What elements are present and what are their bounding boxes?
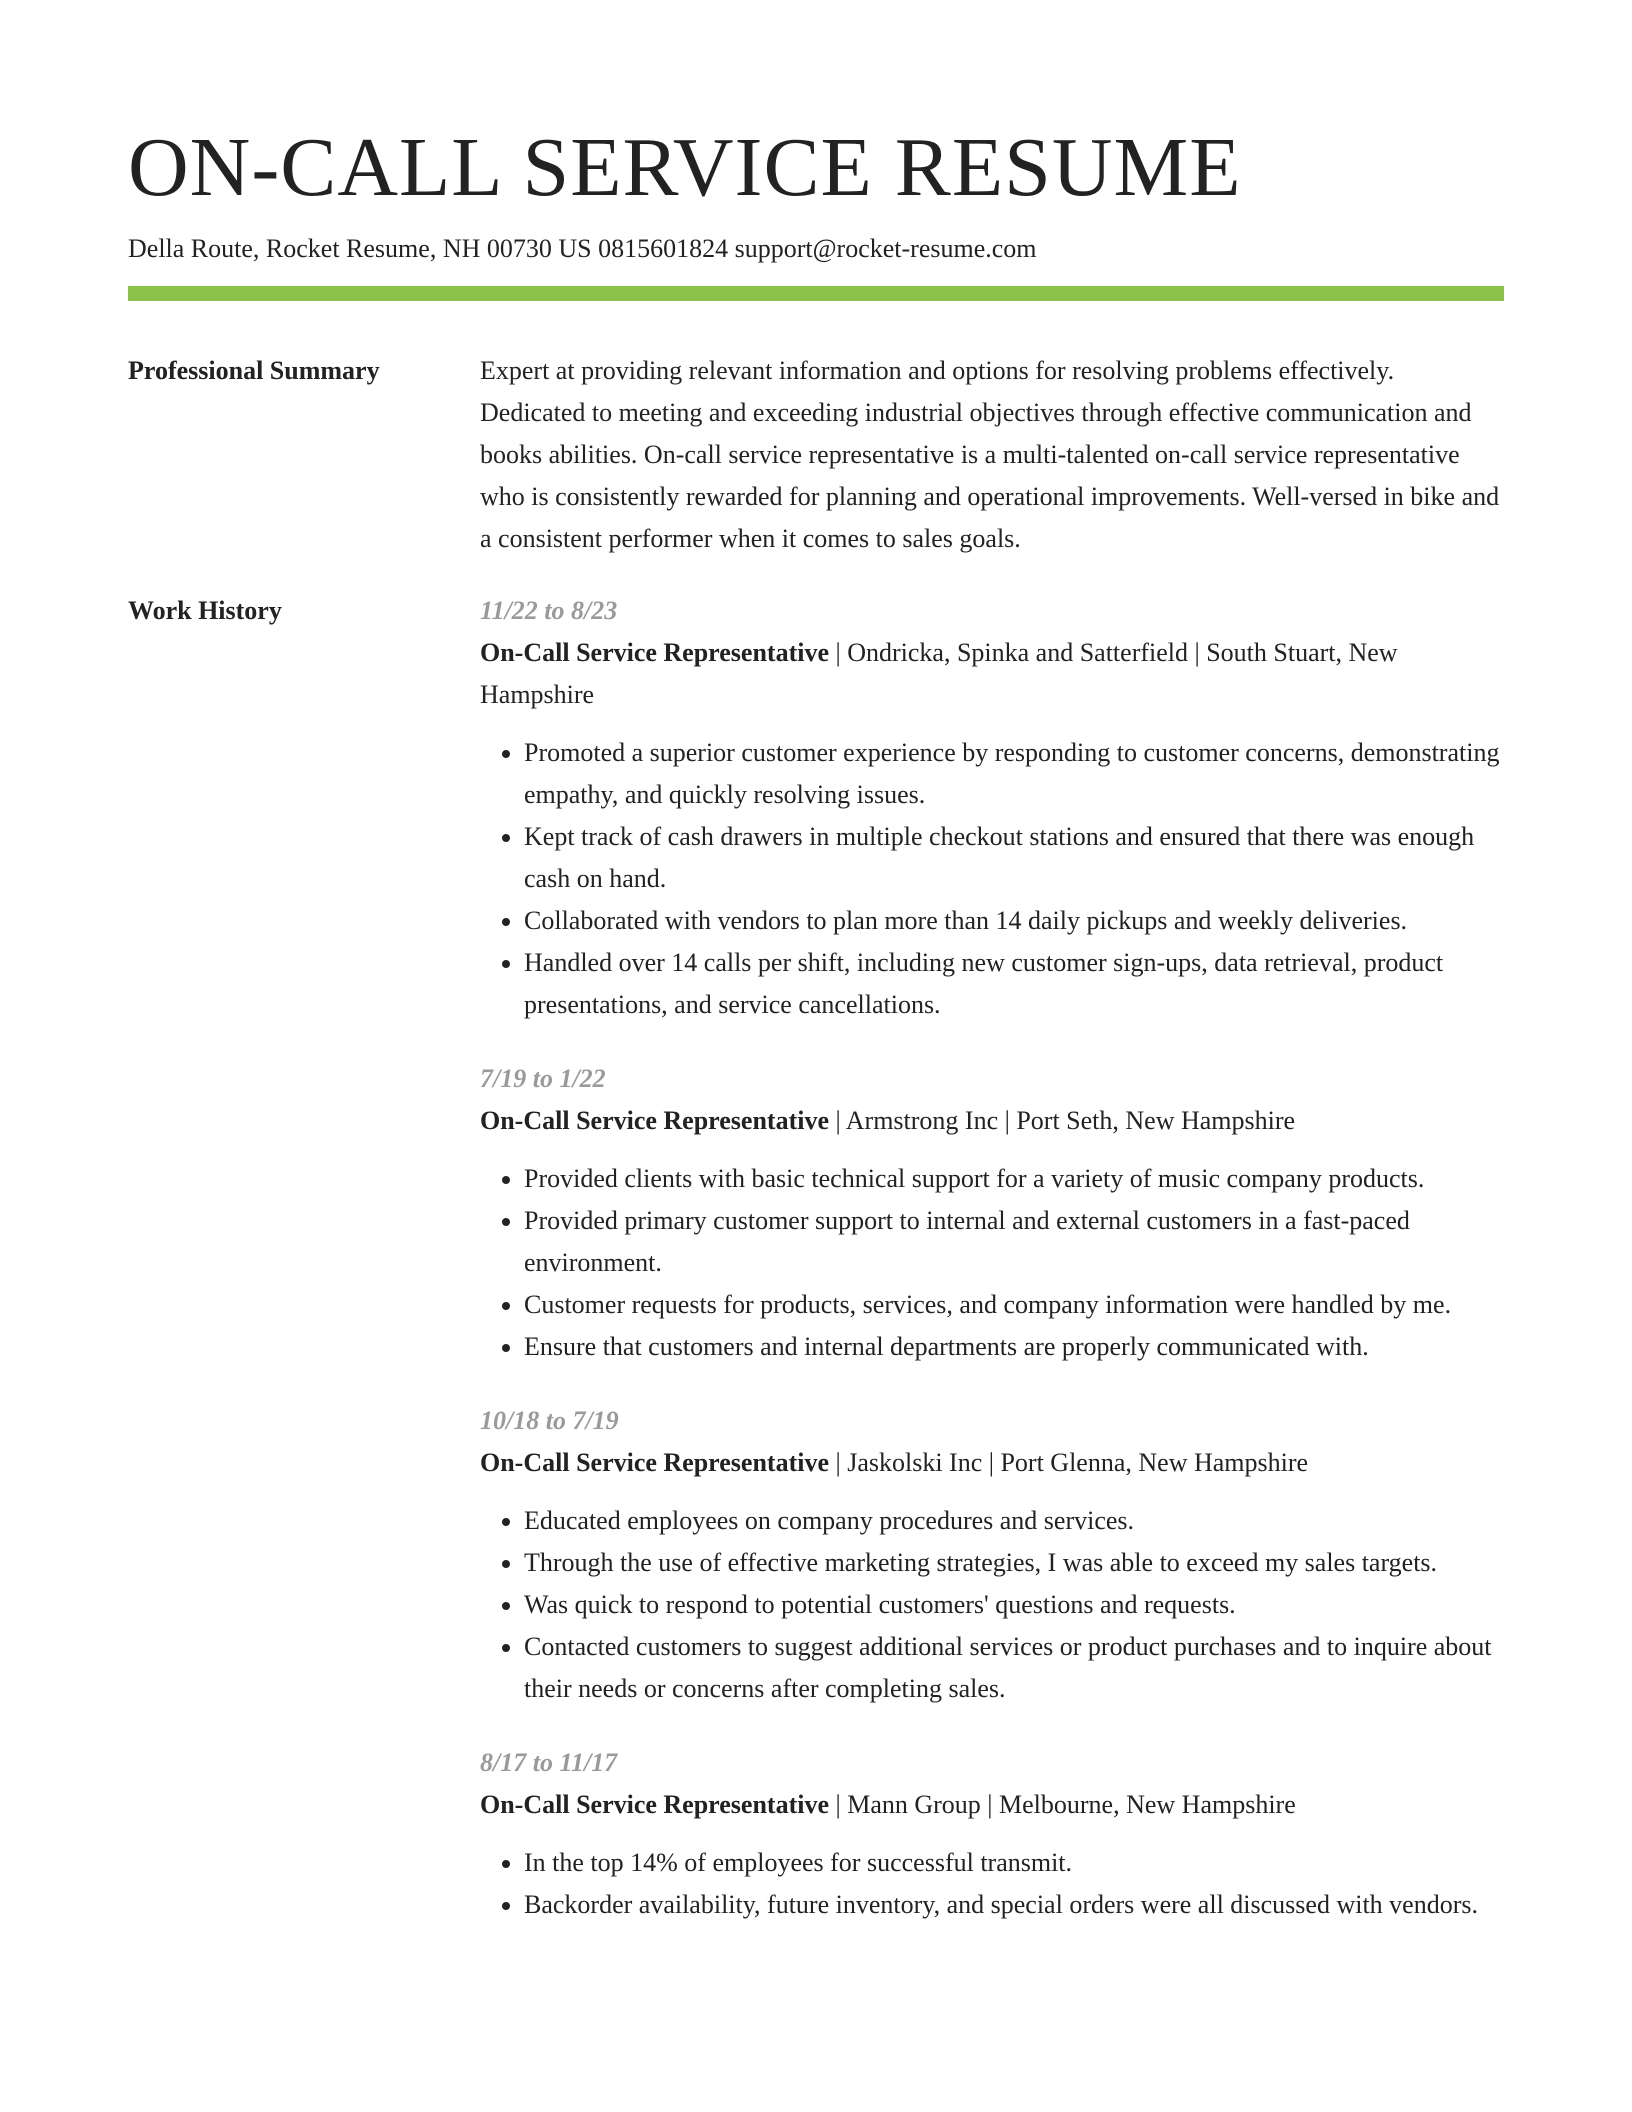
job-heading [480, 1100, 1504, 1142]
job-bullets [480, 1158, 1504, 1368]
job-details: | Armstrong Inc | Port Seth, New Hampshire [829, 1106, 1296, 1135]
job-bullet: • Provided clients with basic technical support for a variety of music company products. [524, 1158, 1504, 1200]
resume-content [128, 350, 1504, 1988]
job-entry [480, 1742, 1504, 1926]
job-title: On-Call Service Representative [480, 1106, 829, 1135]
summary-body [480, 350, 1504, 560]
job-bullets [480, 732, 1504, 1026]
contact-info: Della Route, Rocket Resume, NH 00730 US 0815601824 support@rocket-resume.com [128, 234, 1037, 263]
job-bullets [480, 1500, 1504, 1710]
job-title: On-Call Service Representative [480, 1790, 829, 1819]
job-details: | Jaskolski Inc | Port Glenna, New Hampshire [829, 1448, 1309, 1477]
summary-text: Expert at providing relevant information and options for resolving problems effectively. Dedicated to meeting and exceeding industrial objectives through effective communication and books abilities. On-call service representative is a multi-talented on-call service representative who is consistently rewarded for planning and operational improvements. Well-versed in bike and a consistent performer when it comes to sales goals. [480, 356, 1500, 553]
job-heading [480, 632, 1504, 716]
job-heading [480, 1442, 1504, 1484]
job-details: | Ondricka, Spinka and Satterfield | South Stuart, New Hampshire [480, 638, 1398, 709]
job-entry [480, 590, 1504, 1026]
work-history-body [480, 590, 1504, 1958]
job-details: | Mann Group | Melbourne, New Hampshire [829, 1790, 1296, 1819]
job-title: On-Call Service Representative [480, 1448, 829, 1477]
job-entry [480, 1058, 1504, 1368]
job-bullet: • Ensure that customers and internal departments are properly communicated with. [524, 1326, 1504, 1368]
job-bullet: • Kept track of cash drawers in multiple checkout stations and ensured that there was enough cash on hand. [524, 816, 1504, 900]
job-bullet: • Contacted customers to suggest additional services or product purchases and to inquire about their needs or concerns after completing sales. [524, 1626, 1504, 1710]
professional-summary-section [128, 350, 1504, 560]
job-bullet: • Handled over 14 calls per shift, including new customer sign-ups, data retrieval, product presentations, and service cancellations. [524, 942, 1504, 1026]
job-dates: 7/19 to 1/22 [480, 1064, 606, 1093]
job-bullet: • Was quick to respond to potential customers' questions and requests. [524, 1584, 1504, 1626]
job-bullets [480, 1842, 1504, 1926]
job-entry [480, 1400, 1504, 1710]
job-dates: 10/18 to 7/19 [480, 1406, 619, 1435]
job-bullet: • Promoted a superior customer experience by responding to customer concerns, demonstrating empathy, and quickly resolving issues. [524, 732, 1504, 816]
job-bullet: • Through the use of effective marketing strategies, I was able to exceed my sales targets. [524, 1542, 1504, 1584]
resume-title: ON-CALL SERVICE RESUME [128, 121, 1242, 214]
job-bullet: • Collaborated with vendors to plan more than 14 daily pickups and weekly deliveries. [524, 900, 1504, 942]
job-bullet: • Customer requests for products, services, and company information were handled by me. [524, 1284, 1504, 1326]
job-dates: 11/22 to 8/23 [480, 596, 618, 625]
job-dates: 8/17 to 11/17 [480, 1748, 618, 1777]
job-bullet: • Backorder availability, future inventory, and special orders were all discussed with vendors. [524, 1884, 1504, 1926]
job-bullet: • Provided primary customer support to internal and external customers in a fast-paced environment. [524, 1200, 1504, 1284]
job-bullet: • In the top 14% of employees for successful transmit. [524, 1842, 1504, 1884]
job-bullet: • Educated employees on company procedures and services. [524, 1500, 1504, 1542]
section-label-work-history: Work History [128, 596, 282, 625]
job-title: On-Call Service Representative [480, 638, 829, 667]
job-heading [480, 1784, 1504, 1826]
accent-divider [128, 286, 1504, 301]
work-history-section [128, 590, 1504, 1958]
section-label-summary: Professional Summary [128, 356, 380, 385]
